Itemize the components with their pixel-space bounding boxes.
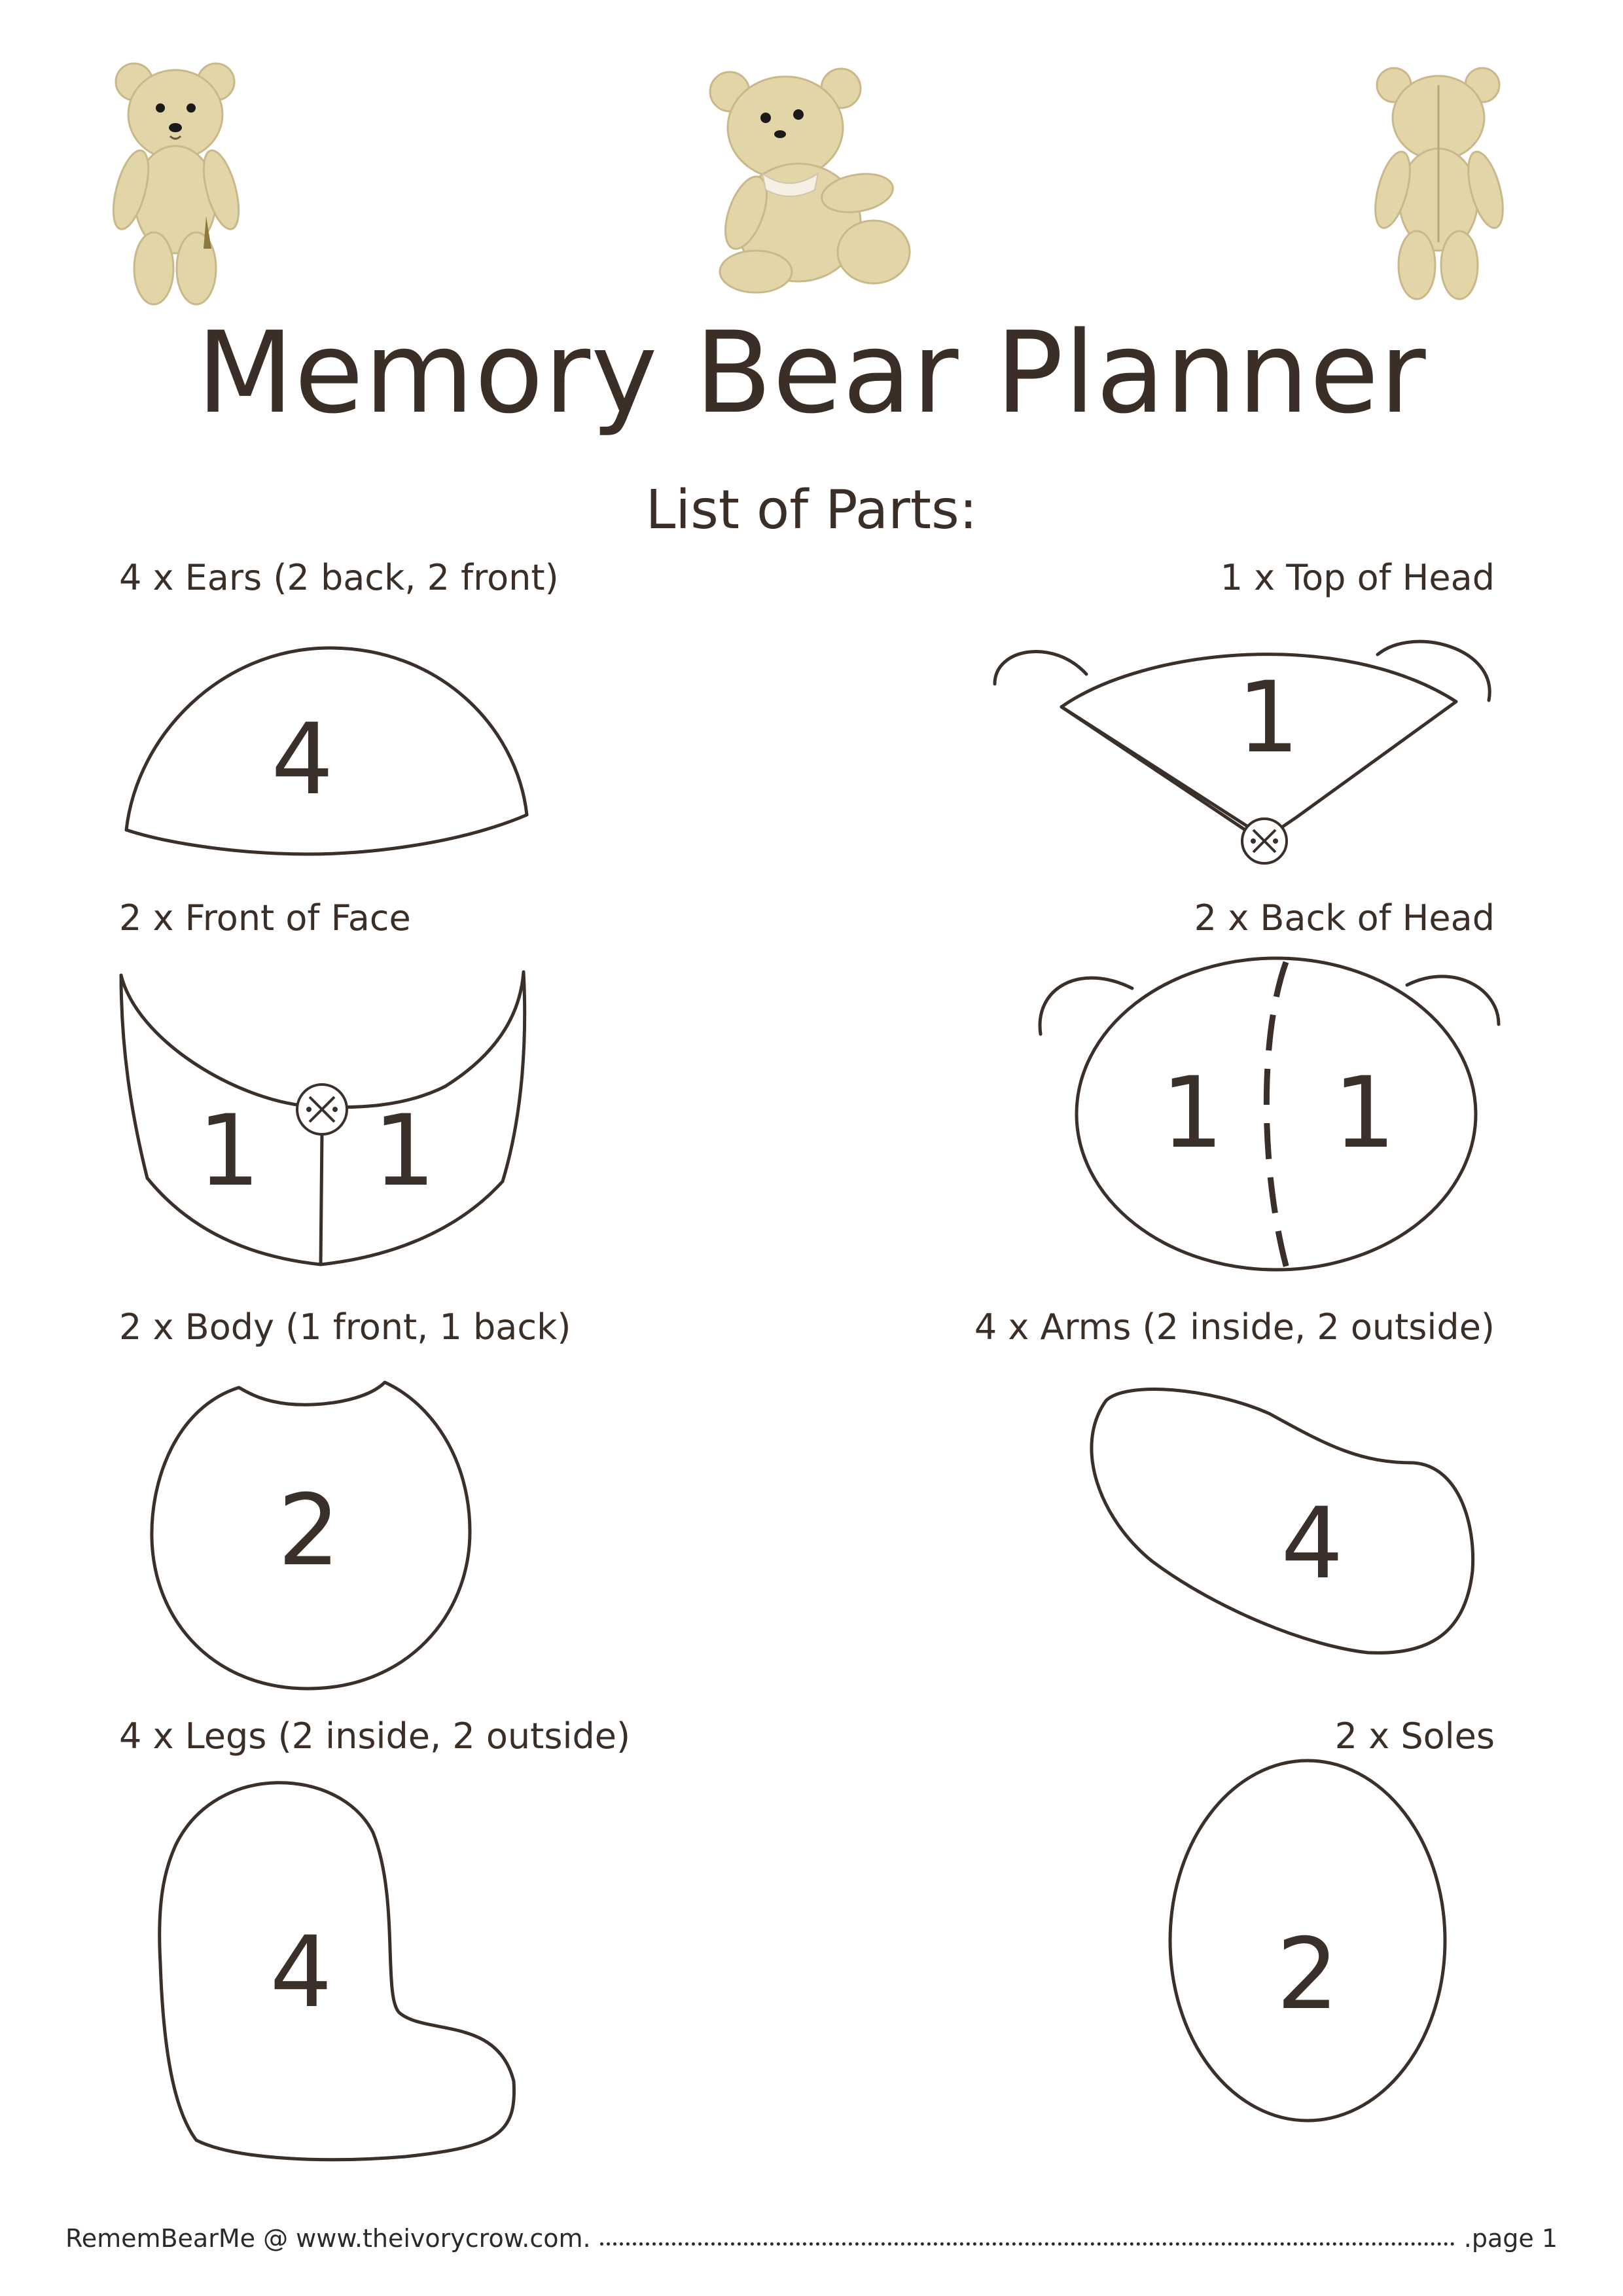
body-count: 2 — [277, 1474, 340, 1588]
footer-page-number: .page 1 — [1463, 2224, 1558, 2253]
top-of-head-label: 1 x Top of Head — [1220, 557, 1495, 598]
body-pattern-piece — [152, 1382, 470, 1689]
soles-pattern-piece — [1170, 1761, 1445, 2121]
page-title: Memory Bear Planner — [196, 307, 1427, 439]
parts-list-heading: List of Parts: — [645, 479, 978, 541]
top-of-head-pattern-piece — [995, 641, 1489, 863]
soles-count: 2 — [1276, 1918, 1339, 2032]
footer-website: RememBearMe @ www.theivorycrow.com. — [65, 2224, 591, 2253]
body-label: 2 x Body (1 front, 1 back) — [119, 1306, 571, 1348]
front-of-face-pattern-piece — [121, 972, 525, 1265]
arms-pattern-piece — [1092, 1390, 1473, 1653]
front-of-face-count-right: 1 — [373, 1094, 436, 1208]
back-of-head-count-right: 1 — [1333, 1056, 1396, 1170]
arms-count: 4 — [1281, 1487, 1344, 1601]
footer-leader-dots — [600, 2242, 1455, 2246]
ears-label: 4 x Ears (2 back, 2 front) — [119, 557, 559, 598]
legs-pattern-piece — [160, 1783, 514, 2160]
soles-label: 2 x Soles — [1334, 1715, 1495, 1757]
ears-pattern-piece — [126, 648, 527, 854]
top-of-head-count: 1 — [1237, 661, 1300, 775]
ears-count: 4 — [271, 703, 334, 817]
front-of-face-count-left: 1 — [198, 1094, 260, 1208]
back-of-head-pattern-piece — [1040, 958, 1499, 1273]
legs-count: 4 — [270, 1916, 332, 2030]
front-of-face-label: 2 x Front of Face — [119, 897, 411, 939]
page-footer — [65, 2219, 1558, 2258]
back-of-head-count-left: 1 — [1161, 1056, 1224, 1170]
arms-label: 4 x Arms (2 inside, 2 outside) — [974, 1306, 1495, 1348]
back-of-head-label: 2 x Back of Head — [1194, 897, 1495, 939]
legs-label: 4 x Legs (2 inside, 2 outside) — [119, 1715, 631, 1757]
